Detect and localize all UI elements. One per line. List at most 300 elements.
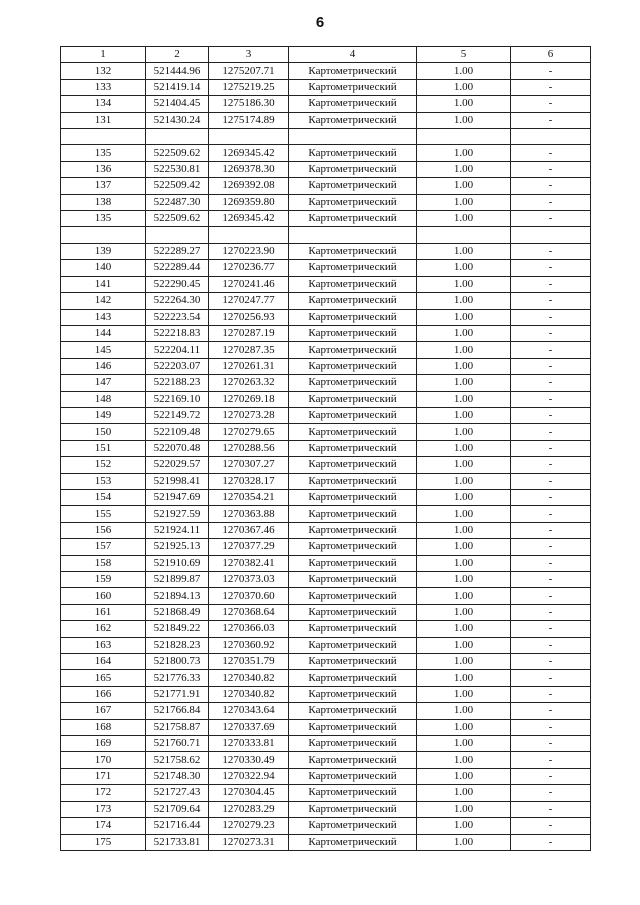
method-cell: Картометрический — [289, 211, 417, 227]
y-coordinate-cell: 1270337.69 — [209, 719, 289, 735]
table-row — [61, 736, 591, 752]
accuracy-cell: 1.00 — [417, 211, 511, 227]
y-coordinate-cell: 1269359.80 — [209, 194, 289, 210]
table-row — [61, 588, 591, 604]
accuracy-cell: 1.00 — [417, 79, 511, 95]
coordinates-table — [60, 46, 591, 851]
accuracy-cell: 1.00 — [417, 96, 511, 112]
method-cell: Картометрический — [289, 572, 417, 588]
y-coordinate-cell: 1270236.77 — [209, 260, 289, 276]
point-number-cell: 158 — [61, 555, 146, 571]
accuracy-cell: 1.00 — [417, 489, 511, 505]
method-cell: Картометрический — [289, 637, 417, 653]
y-coordinate-cell: 1270340.82 — [209, 670, 289, 686]
y-coordinate-cell: 1270307.27 — [209, 457, 289, 473]
x-coordinate-cell: 521760.71 — [146, 736, 209, 752]
point-number-cell: 159 — [61, 572, 146, 588]
y-coordinate-cell: 1270328.17 — [209, 473, 289, 489]
table-row — [61, 621, 591, 637]
accuracy-cell: 1.00 — [417, 736, 511, 752]
x-coordinate-cell: 521828.23 — [146, 637, 209, 653]
point-number-cell: 170 — [61, 752, 146, 768]
column-header-6: 6 — [511, 47, 591, 63]
method-cell: Картометрический — [289, 276, 417, 292]
note-cell: - — [511, 522, 591, 538]
accuracy-cell: 1.00 — [417, 588, 511, 604]
table-row — [61, 276, 591, 292]
table-row — [61, 686, 591, 702]
point-number-cell: 166 — [61, 686, 146, 702]
table-row — [61, 145, 591, 161]
method-cell: Картометрический — [289, 703, 417, 719]
x-coordinate-cell: 522290.45 — [146, 276, 209, 292]
x-coordinate-cell: 521419.14 — [146, 79, 209, 95]
y-coordinate-cell: 1270351.79 — [209, 654, 289, 670]
point-number-cell: 150 — [61, 424, 146, 440]
accuracy-cell: 1.00 — [417, 572, 511, 588]
x-coordinate-cell: 521849.22 — [146, 621, 209, 637]
accuracy-cell — [417, 227, 511, 243]
table-row — [61, 785, 591, 801]
x-coordinate-cell: 521766.84 — [146, 703, 209, 719]
point-number-cell: 164 — [61, 654, 146, 670]
method-cell: Картометрический — [289, 555, 417, 571]
point-number-cell: 147 — [61, 375, 146, 391]
point-number-cell: 167 — [61, 703, 146, 719]
note-cell: - — [511, 407, 591, 423]
point-number-cell: 144 — [61, 325, 146, 341]
y-coordinate-cell: 1269345.42 — [209, 211, 289, 227]
accuracy-cell: 1.00 — [417, 818, 511, 834]
method-cell: Картометрический — [289, 522, 417, 538]
point-number-cell: 151 — [61, 440, 146, 456]
y-coordinate-cell: 1270287.19 — [209, 325, 289, 341]
point-number-cell: 154 — [61, 489, 146, 505]
point-number-cell: 165 — [61, 670, 146, 686]
method-cell: Картометрический — [289, 818, 417, 834]
note-cell: - — [511, 801, 591, 817]
y-coordinate-cell: 1275207.71 — [209, 63, 289, 79]
point-number-cell: 169 — [61, 736, 146, 752]
note-cell: - — [511, 178, 591, 194]
accuracy-cell: 1.00 — [417, 834, 511, 850]
x-coordinate-cell: 521748.30 — [146, 768, 209, 784]
accuracy-cell: 1.00 — [417, 260, 511, 276]
table-row — [61, 63, 591, 79]
method-cell: Картометрический — [289, 424, 417, 440]
accuracy-cell: 1.00 — [417, 375, 511, 391]
method-cell: Картометрический — [289, 161, 417, 177]
note-cell: - — [511, 539, 591, 555]
table-row — [61, 539, 591, 555]
note-cell: - — [511, 686, 591, 702]
table-row — [61, 752, 591, 768]
method-cell: Картометрический — [289, 407, 417, 423]
note-cell: - — [511, 211, 591, 227]
point-number-cell: 141 — [61, 276, 146, 292]
y-coordinate-cell: 1270340.82 — [209, 686, 289, 702]
note-cell: - — [511, 555, 591, 571]
table-row — [61, 161, 591, 177]
point-number-cell: 132 — [61, 63, 146, 79]
note-cell: - — [511, 506, 591, 522]
note-cell: - — [511, 670, 591, 686]
x-coordinate-cell: 522204.11 — [146, 342, 209, 358]
x-coordinate-cell: 521800.73 — [146, 654, 209, 670]
note-cell — [511, 227, 591, 243]
x-coordinate-cell: 521927.59 — [146, 506, 209, 522]
method-cell: Картометрический — [289, 325, 417, 341]
table-row — [61, 604, 591, 620]
method-cell: Картометрический — [289, 785, 417, 801]
y-coordinate-cell: 1270333.81 — [209, 736, 289, 752]
accuracy-cell: 1.00 — [417, 473, 511, 489]
method-cell: Картометрический — [289, 604, 417, 620]
note-cell: - — [511, 637, 591, 653]
table-row — [61, 654, 591, 670]
table-row — [61, 391, 591, 407]
table-row — [61, 325, 591, 341]
table-row — [61, 801, 591, 817]
accuracy-cell: 1.00 — [417, 342, 511, 358]
method-cell: Картометрический — [289, 112, 417, 128]
x-coordinate-cell: 521758.87 — [146, 719, 209, 735]
y-coordinate-cell: 1270279.23 — [209, 818, 289, 834]
x-coordinate-cell: 521771.91 — [146, 686, 209, 702]
x-coordinate-cell: 522203.07 — [146, 358, 209, 374]
y-coordinate-cell: 1270269.18 — [209, 391, 289, 407]
note-cell: - — [511, 621, 591, 637]
x-coordinate-cell: 521868.49 — [146, 604, 209, 620]
y-coordinate-cell: 1270368.64 — [209, 604, 289, 620]
method-cell: Картометрический — [289, 358, 417, 374]
table-row — [61, 703, 591, 719]
table-row — [61, 211, 591, 227]
note-cell: - — [511, 260, 591, 276]
accuracy-cell: 1.00 — [417, 522, 511, 538]
accuracy-cell: 1.00 — [417, 621, 511, 637]
point-number-cell — [61, 227, 146, 243]
table-row — [61, 309, 591, 325]
method-cell: Картометрический — [289, 719, 417, 735]
method-cell: Картометрический — [289, 342, 417, 358]
accuracy-cell: 1.00 — [417, 145, 511, 161]
method-cell: Картометрический — [289, 440, 417, 456]
y-coordinate-cell: 1270322.94 — [209, 768, 289, 784]
table-row — [61, 243, 591, 259]
method-cell: Картометрический — [289, 375, 417, 391]
point-number-cell: 153 — [61, 473, 146, 489]
method-cell: Картометрический — [289, 293, 417, 309]
x-coordinate-cell: 521947.69 — [146, 489, 209, 505]
point-number-cell: 157 — [61, 539, 146, 555]
table-row — [61, 473, 591, 489]
method-cell — [289, 129, 417, 145]
x-coordinate-cell: 522530.81 — [146, 161, 209, 177]
note-cell: - — [511, 391, 591, 407]
note-cell: - — [511, 654, 591, 670]
table-row — [61, 637, 591, 653]
table-row — [61, 555, 591, 571]
y-coordinate-cell: 1270283.29 — [209, 801, 289, 817]
accuracy-cell: 1.00 — [417, 194, 511, 210]
page-number: 6 — [315, 14, 325, 31]
note-cell: - — [511, 572, 591, 588]
method-cell: Картометрический — [289, 539, 417, 555]
table-header-row — [61, 47, 591, 63]
point-number-cell: 175 — [61, 834, 146, 850]
y-coordinate-cell: 1270343.64 — [209, 703, 289, 719]
y-coordinate-cell: 1275219.25 — [209, 79, 289, 95]
x-coordinate-cell: 521998.41 — [146, 473, 209, 489]
x-coordinate-cell: 521716.44 — [146, 818, 209, 834]
table-row — [61, 293, 591, 309]
point-number-cell: 134 — [61, 96, 146, 112]
point-number-cell: 143 — [61, 309, 146, 325]
method-cell: Картометрический — [289, 63, 417, 79]
y-coordinate-cell: 1275186.30 — [209, 96, 289, 112]
point-number-cell: 148 — [61, 391, 146, 407]
note-cell: - — [511, 785, 591, 801]
x-coordinate-cell: 521733.81 — [146, 834, 209, 850]
x-coordinate-cell: 522264.30 — [146, 293, 209, 309]
note-cell: - — [511, 145, 591, 161]
point-number-cell: 146 — [61, 358, 146, 374]
note-cell: - — [511, 818, 591, 834]
x-coordinate-cell: 521924.11 — [146, 522, 209, 538]
point-number-cell: 171 — [61, 768, 146, 784]
point-number-cell: 137 — [61, 178, 146, 194]
accuracy-cell: 1.00 — [417, 604, 511, 620]
y-coordinate-cell: 1269378.30 — [209, 161, 289, 177]
note-cell: - — [511, 457, 591, 473]
y-coordinate-cell: 1270367.46 — [209, 522, 289, 538]
note-cell: - — [511, 342, 591, 358]
table-row — [61, 522, 591, 538]
point-number-cell: 172 — [61, 785, 146, 801]
accuracy-cell: 1.00 — [417, 309, 511, 325]
y-coordinate-cell: 1270261.31 — [209, 358, 289, 374]
note-cell: - — [511, 194, 591, 210]
x-coordinate-cell: 521899.87 — [146, 572, 209, 588]
method-cell: Картометрический — [289, 79, 417, 95]
method-cell: Картометрический — [289, 768, 417, 784]
table-row — [61, 489, 591, 505]
x-coordinate-cell: 522188.23 — [146, 375, 209, 391]
x-coordinate-cell: 522289.44 — [146, 260, 209, 276]
method-cell: Картометрический — [289, 801, 417, 817]
y-coordinate-cell: 1270273.28 — [209, 407, 289, 423]
note-cell — [511, 129, 591, 145]
point-number-cell: 142 — [61, 293, 146, 309]
note-cell: - — [511, 243, 591, 259]
point-number-cell: 173 — [61, 801, 146, 817]
accuracy-cell: 1.00 — [417, 112, 511, 128]
y-coordinate-cell: 1270373.03 — [209, 572, 289, 588]
table-row — [61, 768, 591, 784]
column-header-2: 2 — [146, 47, 209, 63]
note-cell: - — [511, 604, 591, 620]
y-coordinate-cell: 1270279.65 — [209, 424, 289, 440]
accuracy-cell: 1.00 — [417, 161, 511, 177]
note-cell: - — [511, 63, 591, 79]
x-coordinate-cell: 521758.62 — [146, 752, 209, 768]
note-cell: - — [511, 293, 591, 309]
y-coordinate-cell: 1270370.60 — [209, 588, 289, 604]
method-cell: Картометрический — [289, 834, 417, 850]
table-row — [61, 129, 591, 145]
accuracy-cell: 1.00 — [417, 63, 511, 79]
point-number-cell: 155 — [61, 506, 146, 522]
method-cell: Картометрический — [289, 752, 417, 768]
table-row — [61, 260, 591, 276]
accuracy-cell: 1.00 — [417, 407, 511, 423]
note-cell: - — [511, 325, 591, 341]
accuracy-cell: 1.00 — [417, 178, 511, 194]
table-row — [61, 424, 591, 440]
method-cell: Картометрический — [289, 506, 417, 522]
y-coordinate-cell: 1270377.29 — [209, 539, 289, 555]
method-cell: Картометрический — [289, 96, 417, 112]
x-coordinate-cell: 521430.24 — [146, 112, 209, 128]
method-cell: Картометрический — [289, 489, 417, 505]
y-coordinate-cell — [209, 129, 289, 145]
y-coordinate-cell: 1270288.56 — [209, 440, 289, 456]
x-coordinate-cell: 521925.13 — [146, 539, 209, 555]
x-coordinate-cell: 521776.33 — [146, 670, 209, 686]
note-cell: - — [511, 424, 591, 440]
note-cell: - — [511, 719, 591, 735]
y-coordinate-cell: 1269345.42 — [209, 145, 289, 161]
accuracy-cell: 1.00 — [417, 358, 511, 374]
column-header-4: 4 — [289, 47, 417, 63]
table-row — [61, 342, 591, 358]
x-coordinate-cell: 521444.96 — [146, 63, 209, 79]
table-row — [61, 178, 591, 194]
accuracy-cell: 1.00 — [417, 637, 511, 653]
y-coordinate-cell: 1275174.89 — [209, 112, 289, 128]
accuracy-cell: 1.00 — [417, 785, 511, 801]
method-cell: Картометрический — [289, 391, 417, 407]
x-coordinate-cell: 522029.57 — [146, 457, 209, 473]
y-coordinate-cell: 1270273.31 — [209, 834, 289, 850]
table-row — [61, 358, 591, 374]
accuracy-cell: 1.00 — [417, 654, 511, 670]
accuracy-cell: 1.00 — [417, 276, 511, 292]
point-number-cell: 145 — [61, 342, 146, 358]
note-cell: - — [511, 375, 591, 391]
x-coordinate-cell: 522070.48 — [146, 440, 209, 456]
note-cell: - — [511, 752, 591, 768]
x-coordinate-cell: 521404.45 — [146, 96, 209, 112]
y-coordinate-cell: 1270304.45 — [209, 785, 289, 801]
x-coordinate-cell: 522149.72 — [146, 407, 209, 423]
point-number-cell: 138 — [61, 194, 146, 210]
x-coordinate-cell: 521894.13 — [146, 588, 209, 604]
accuracy-cell: 1.00 — [417, 801, 511, 817]
note-cell: - — [511, 588, 591, 604]
table-body — [61, 63, 591, 851]
method-cell: Картометрический — [289, 309, 417, 325]
point-number-cell: 174 — [61, 818, 146, 834]
x-coordinate-cell: 521910.69 — [146, 555, 209, 571]
point-number-cell: 163 — [61, 637, 146, 653]
y-coordinate-cell: 1270241.46 — [209, 276, 289, 292]
x-coordinate-cell — [146, 129, 209, 145]
note-cell: - — [511, 161, 591, 177]
accuracy-cell: 1.00 — [417, 670, 511, 686]
note-cell: - — [511, 309, 591, 325]
table-row — [61, 375, 591, 391]
point-number-cell: 160 — [61, 588, 146, 604]
accuracy-cell: 1.00 — [417, 719, 511, 735]
method-cell: Картометрический — [289, 457, 417, 473]
table-row — [61, 407, 591, 423]
point-number-cell: 133 — [61, 79, 146, 95]
method-cell: Картометрический — [289, 588, 417, 604]
table-row — [61, 572, 591, 588]
note-cell: - — [511, 440, 591, 456]
point-number-cell: 136 — [61, 161, 146, 177]
table-row — [61, 440, 591, 456]
table-row — [61, 227, 591, 243]
table-row — [61, 96, 591, 112]
point-number-cell: 131 — [61, 112, 146, 128]
accuracy-cell: 1.00 — [417, 391, 511, 407]
table-row — [61, 112, 591, 128]
column-header-1: 1 — [61, 47, 146, 63]
method-cell: Картометрический — [289, 178, 417, 194]
method-cell: Картометрический — [289, 145, 417, 161]
point-number-cell: 140 — [61, 260, 146, 276]
method-cell: Картометрический — [289, 670, 417, 686]
note-cell: - — [511, 736, 591, 752]
method-cell: Картометрический — [289, 736, 417, 752]
x-coordinate-cell: 522289.27 — [146, 243, 209, 259]
method-cell: Картометрический — [289, 243, 417, 259]
table-row — [61, 670, 591, 686]
note-cell: - — [511, 96, 591, 112]
method-cell: Картометрический — [289, 654, 417, 670]
accuracy-cell — [417, 129, 511, 145]
accuracy-cell: 1.00 — [417, 768, 511, 784]
x-coordinate-cell: 521727.43 — [146, 785, 209, 801]
accuracy-cell: 1.00 — [417, 555, 511, 571]
table-row — [61, 457, 591, 473]
y-coordinate-cell: 1270247.77 — [209, 293, 289, 309]
table-row — [61, 818, 591, 834]
y-coordinate-cell: 1270330.49 — [209, 752, 289, 768]
x-coordinate-cell: 522509.62 — [146, 211, 209, 227]
accuracy-cell: 1.00 — [417, 506, 511, 522]
y-coordinate-cell: 1270256.93 — [209, 309, 289, 325]
method-cell: Картометрический — [289, 260, 417, 276]
note-cell: - — [511, 834, 591, 850]
x-coordinate-cell: 522509.42 — [146, 178, 209, 194]
method-cell — [289, 227, 417, 243]
table-row — [61, 79, 591, 95]
column-header-3: 3 — [209, 47, 289, 63]
y-coordinate-cell: 1270354.21 — [209, 489, 289, 505]
x-coordinate-cell: 522218.83 — [146, 325, 209, 341]
y-coordinate-cell: 1269392.08 — [209, 178, 289, 194]
point-number-cell: 135 — [61, 145, 146, 161]
point-number-cell — [61, 129, 146, 145]
point-number-cell: 162 — [61, 621, 146, 637]
column-header-5: 5 — [417, 47, 511, 63]
y-coordinate-cell: 1270263.32 — [209, 375, 289, 391]
note-cell: - — [511, 703, 591, 719]
